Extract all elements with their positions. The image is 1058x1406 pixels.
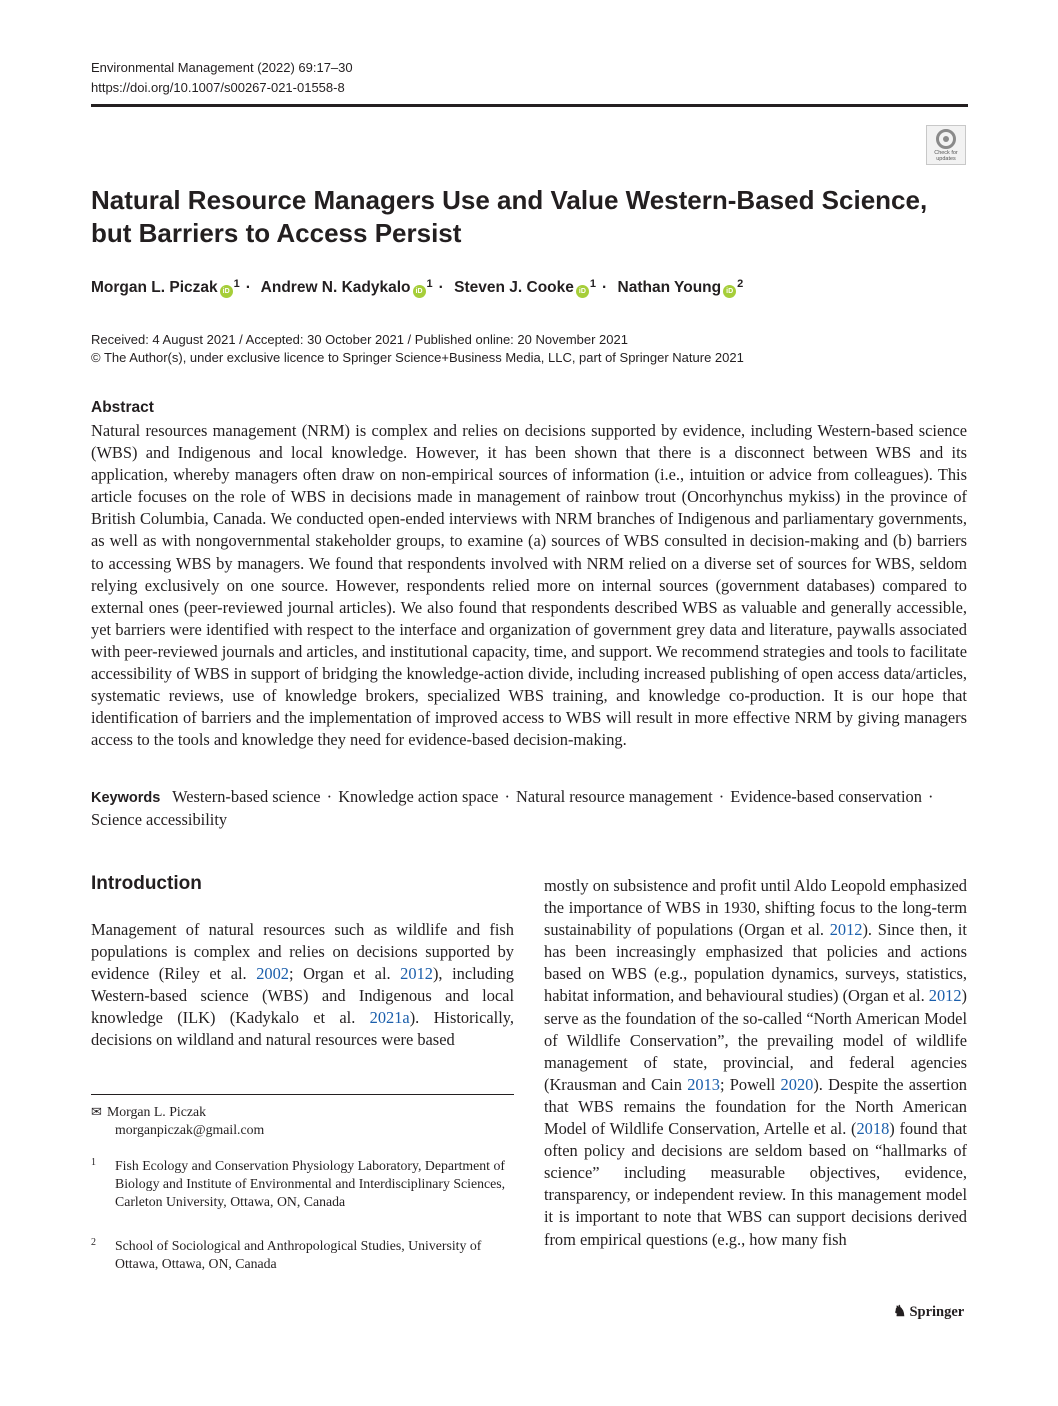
publisher-logo (893, 1302, 964, 1321)
abstract-body: Natural resources management (NRM) is complex and relies on decisions supported by evidence, including Western-based science (WBS) and Indigenous and local knowledge. However, it has been shown that there is a disconnect between WBS and its application, whereby managers often draw on non-empirical sources of information (i.e., intuition or advice from colleagues). This article focuses on the role of WBS in decisions made in management of rainbow trout (Oncorhynchus mykiss) in the province of British Columbia, Canada. We conducted open-ended interviews with NRM branches of Indigenous and parliamentary governments, as well as with nongovernmental stakeholder groups, to examine (a) sources of WBS consulted in decision-making and (b) barriers to accessing WBS by managers. We found that respondents involved with NRM relied on a diverse set of sources for WBS, seldom relying exclusively on one source. However, respondents relied more on internal sources (government databases) compared to external ones (peer-reviewed journal articles). We also found that respondents described WBS as valuable and generally accessible, yet barriers were identified with respect to the interface and organization of government grey data and literature, paywalls associated with peer-reviewed journals and articles, and institutional capacity, time, and support. We recommend strategies and tools to facilitate accessibility of WBS in support of bridging the knowledge-action divide, including increased publishing of open access data/articles, systematic reviews, use of knowledge brokers, specialized WBS training, and knowledge co-production. It is our hope that identification of barriers and the implementation of improved access to WBS will result in more effective NRM by giving managers access to the tools and knowledge they need for evidence-based decision-making. (91, 421, 967, 750)
author-name[interactable]: Morgan L. Piczak (91, 279, 218, 296)
citation-link[interactable]: 2012 (829, 920, 863, 940)
keyword: Knowledge action space (338, 787, 499, 806)
keyword: Western-based science (172, 787, 321, 806)
text-run: ). Historically, decisions on wildland and natural resources were based (91, 1008, 514, 1050)
text-run: ). Since then, it has been increasingly emphasized that policies and actions based on WBS (e.g., population dynamics, surveys, statistics, habitat information, and behavioural studies) (Organ et al. (544, 920, 967, 1006)
keyword: Natural resource management (516, 787, 713, 806)
citation-link[interactable]: 2013 (687, 1074, 720, 1094)
keyword: Science accessibility (91, 810, 228, 829)
section-heading-introduction: Introduction (91, 873, 202, 894)
affiliation-number: 1 (91, 1157, 96, 1168)
author-affiliation: 1 (426, 278, 433, 290)
keyword-separator: · (714, 787, 729, 806)
intro-paragraph-left (91, 919, 514, 1052)
copyright-line: © The Author(s), under exclusive licence to Springer Science+Business Media, LLC, part of Springer Nature 2021 (91, 350, 744, 365)
journal-header (91, 58, 353, 98)
journal-citation: Environmental Management (2022) 69:17–30 (91, 60, 353, 75)
affiliation-text: School of Sociological and Anthropological Studies, University of Ottawa, Ottawa, ON, Canada (115, 1238, 482, 1271)
text-run: ; Powell (719, 1074, 781, 1094)
keyword-separator: · (322, 787, 337, 806)
check-updates-label: Check for updates (934, 150, 958, 162)
check-for-updates-badge[interactable] (926, 125, 966, 165)
text-run: ) serve as the foundation of the so-called “North American Model of Wildlife Conservation”, the prevailing model of wildlife management of state, provincial, and federal agencies (Krausman and Cain (544, 986, 968, 1094)
citation-link[interactable]: 2020 (780, 1074, 814, 1094)
author-name[interactable]: Andrew N. Kadykalo (260, 279, 411, 296)
keyword-separator: · (923, 787, 934, 806)
keywords-section (91, 786, 967, 831)
footnote-rule (91, 1094, 514, 1095)
publication-history (91, 331, 744, 367)
text-run: ; Organ et al. (288, 964, 401, 984)
check-updates-icon (936, 129, 956, 149)
keyword-separator: · (500, 787, 515, 806)
author-name[interactable]: Nathan Young (617, 279, 722, 296)
affiliation-footnote (91, 1237, 514, 1273)
author-affiliation: 2 (737, 278, 744, 290)
text-run: ). Despite the assertion that WBS remains the foundation for the North American Model of Wildlife Conservation, Artelle et al. ( (544, 1074, 967, 1139)
author-name[interactable]: Steven J. Cooke (454, 279, 574, 296)
orcid-icon[interactable]: iD (413, 285, 426, 298)
text-run: mostly on subsistence and profit until Aldo Leopold emphasized the importance of WBS in 1930, shifting focus to the long-term sustainability of populations (Organ et al. (544, 876, 967, 940)
orcid-icon[interactable]: iD (220, 285, 233, 298)
author-separator: · (438, 279, 444, 296)
author-list (91, 278, 743, 298)
keyword: Evidence-based conservation (730, 787, 922, 806)
orcid-icon[interactable]: iD (576, 285, 589, 298)
keywords-heading: Keywords (91, 790, 161, 806)
citation-link[interactable]: 2012 (400, 964, 433, 984)
corresponding-author (91, 1103, 514, 1139)
author-separator: · (245, 279, 251, 296)
text-run: Management of natural resources such as wildlife and fish populations is complex and relies on decisions supported by evidence (Riley et al. (91, 920, 514, 984)
publisher-name: Springer (909, 1304, 965, 1320)
citation-link[interactable]: 2002 (256, 964, 289, 984)
affiliation-text: Fish Ecology and Conservation Physiology Laboratory, Department of Biology and Institute of Environmental and Interdisciplinary Sciences, Carleton University, Ottawa, ON, Canada (115, 1158, 506, 1209)
doi-link[interactable]: https://doi.org/10.1007/s00267-021-01558-8 (91, 80, 345, 95)
author-separator: · (602, 279, 608, 296)
affiliation-footnote (91, 1157, 514, 1211)
header-rule (91, 104, 968, 107)
citation-link[interactable]: 2021a (369, 1008, 410, 1028)
envelope-icon: ✉ (91, 1104, 102, 1119)
abstract-heading: Abstract (91, 399, 154, 416)
affiliation-number: 2 (91, 1237, 96, 1248)
article-title: Natural Resource Managers Use and Value Western-Based Science, but Barriers to Access Persist (91, 185, 928, 248)
citation-link[interactable]: 2012 (928, 986, 962, 1006)
intro-paragraph-right (544, 875, 967, 1251)
corresponding-email[interactable]: morganpiczak@gmail.com (115, 1122, 265, 1137)
dates-line: Received: 4 August 2021 / Accepted: 30 October 2021 / Published online: 20 November 2021 (91, 332, 628, 347)
text-run: ) found that often policy and decisions are seldom based on “hallmarks of science” including measurable objectives, evidence, transparency, or independent review. In this management model it is important to note that WBS can support decisions derived from empirical questions (e.g., how many fish (544, 1119, 967, 1249)
text-run: ), including Western-based science (WBS) and Indigenous and local knowledge (ILK) (Kadykalo et al. (91, 964, 514, 1028)
springer-horse-icon: ♞ (893, 1304, 907, 1320)
orcid-icon[interactable]: iD (723, 285, 736, 298)
author-affiliation: 1 (589, 278, 597, 290)
author-affiliation: 1 (233, 278, 240, 290)
corresponding-name: Morgan L. Piczak (107, 1104, 206, 1119)
citation-link[interactable]: 2018 (856, 1119, 890, 1139)
